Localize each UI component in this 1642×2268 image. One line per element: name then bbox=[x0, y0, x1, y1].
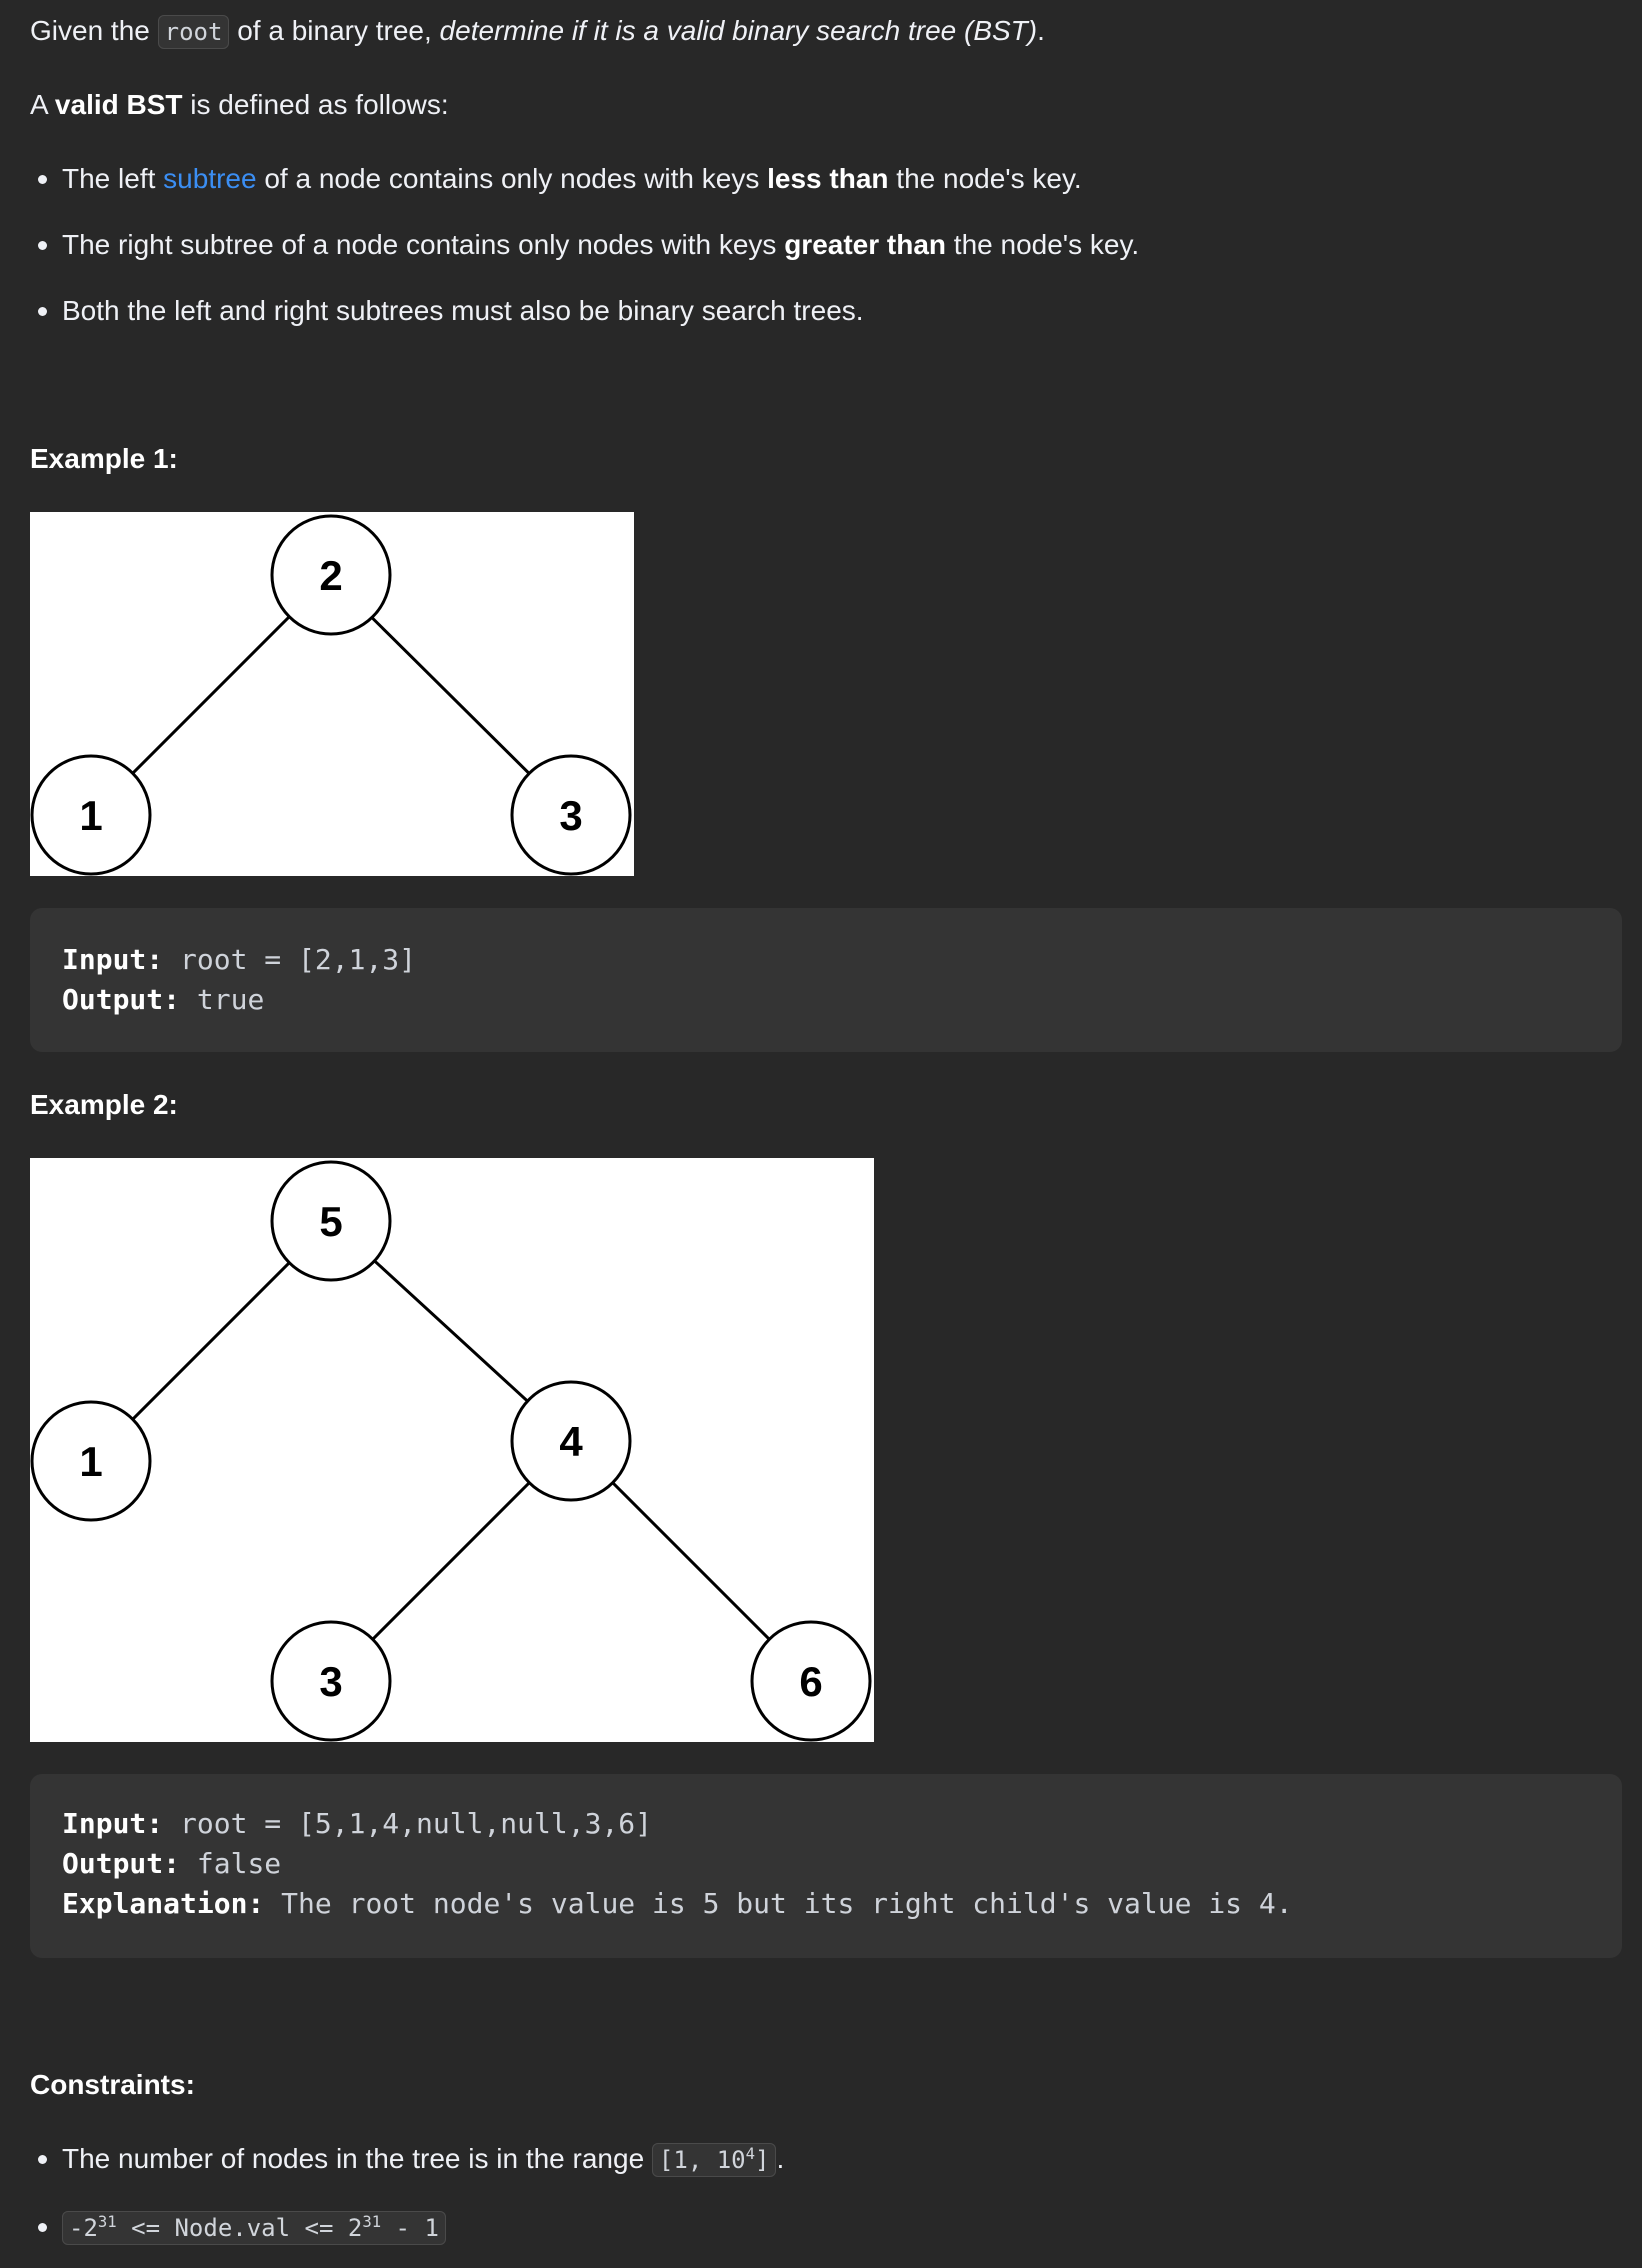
node-label: 1 bbox=[79, 792, 103, 839]
intro-part2: of a binary tree, bbox=[229, 15, 440, 46]
example-2-title: Example 2: bbox=[30, 1089, 178, 1120]
rule-text: Both the left and right subtrees must also be binary search trees. bbox=[62, 295, 864, 326]
intro-text bbox=[30, 10, 1045, 53]
intro-part3: . bbox=[1037, 15, 1045, 46]
intro-italic: determine if it is a valid binary search tree (BST) bbox=[439, 15, 1038, 46]
subtree-link[interactable]: subtree bbox=[163, 163, 257, 194]
node-label: 5 bbox=[319, 1198, 343, 1245]
tree-diagram bbox=[30, 512, 634, 876]
node-label: 4 bbox=[559, 1418, 583, 1465]
code-sup: 31 bbox=[97, 2213, 117, 2231]
node-label: 3 bbox=[559, 792, 583, 839]
rule-bold: greater than bbox=[784, 229, 947, 260]
rule-text: The right subtree of a node contains only nodes with keys bbox=[62, 229, 785, 260]
constraint-text: The number of nodes in the tree is in the range bbox=[62, 2143, 652, 2174]
list-item bbox=[30, 290, 1622, 332]
output-value: false bbox=[180, 1847, 282, 1880]
intro-part1: Given the bbox=[30, 15, 158, 46]
input-value: root = [2,1,3] bbox=[163, 943, 417, 976]
definition-part1: A bbox=[30, 89, 55, 120]
code-part: <= Node.val <= 2 bbox=[116, 2214, 363, 2242]
input-label: Input: bbox=[62, 943, 164, 976]
list-item bbox=[30, 224, 1622, 266]
input-value: root = [5,1,4,null,null,3,6] bbox=[163, 1807, 653, 1840]
list-item bbox=[30, 2138, 1622, 2180]
output-label: Output: bbox=[62, 1847, 181, 1880]
rule-text: the node's key. bbox=[946, 229, 1140, 260]
example-1-tree-figure bbox=[30, 512, 634, 876]
node-label: 1 bbox=[79, 1438, 103, 1485]
rule-text: of a node contains only nodes with keys bbox=[256, 163, 768, 194]
constraints-list bbox=[30, 2138, 1622, 2248]
inline-code-root: root bbox=[158, 15, 230, 49]
definition-text bbox=[30, 84, 449, 126]
example-2-tree-figure bbox=[30, 1158, 874, 1742]
rule-bold: less than bbox=[767, 163, 889, 194]
example-2-code-block bbox=[30, 1774, 1622, 1958]
node-label: 3 bbox=[319, 1658, 343, 1705]
output-value: true bbox=[180, 983, 265, 1016]
constraints-title: Constraints: bbox=[30, 2069, 195, 2100]
definition-bold: valid BST bbox=[54, 89, 183, 120]
code-part: - 1 bbox=[381, 2214, 439, 2242]
rules-list bbox=[30, 158, 1622, 332]
example-1-code-block bbox=[30, 908, 1622, 1052]
code-part: [1, 10 bbox=[658, 2146, 746, 2174]
output-label: Output: bbox=[62, 983, 181, 1016]
code-part: -2 bbox=[69, 2214, 98, 2242]
definition-part2: is defined as follows: bbox=[182, 89, 449, 120]
rule-text: the node's key. bbox=[888, 163, 1082, 194]
explanation-label: Explanation: bbox=[62, 1887, 265, 1920]
code-sup: 4 bbox=[745, 2145, 756, 2163]
constraint-text: . bbox=[776, 2143, 785, 2174]
explanation-value: The root node's value is 5 but its right child's value is 4. bbox=[264, 1887, 1293, 1920]
input-label: Input: bbox=[62, 1807, 164, 1840]
rule-text: The left bbox=[62, 163, 164, 194]
list-item bbox=[30, 158, 1622, 200]
code-part: ] bbox=[755, 2146, 770, 2174]
example-1-title: Example 1: bbox=[30, 443, 178, 474]
inline-code-range bbox=[652, 2143, 777, 2177]
code-sup: 31 bbox=[362, 2213, 382, 2231]
node-label: 6 bbox=[799, 1658, 823, 1705]
list-item bbox=[30, 2206, 1622, 2248]
node-label: 2 bbox=[319, 552, 343, 599]
inline-code-node-val bbox=[62, 2211, 446, 2245]
tree-diagram bbox=[30, 1158, 874, 1742]
